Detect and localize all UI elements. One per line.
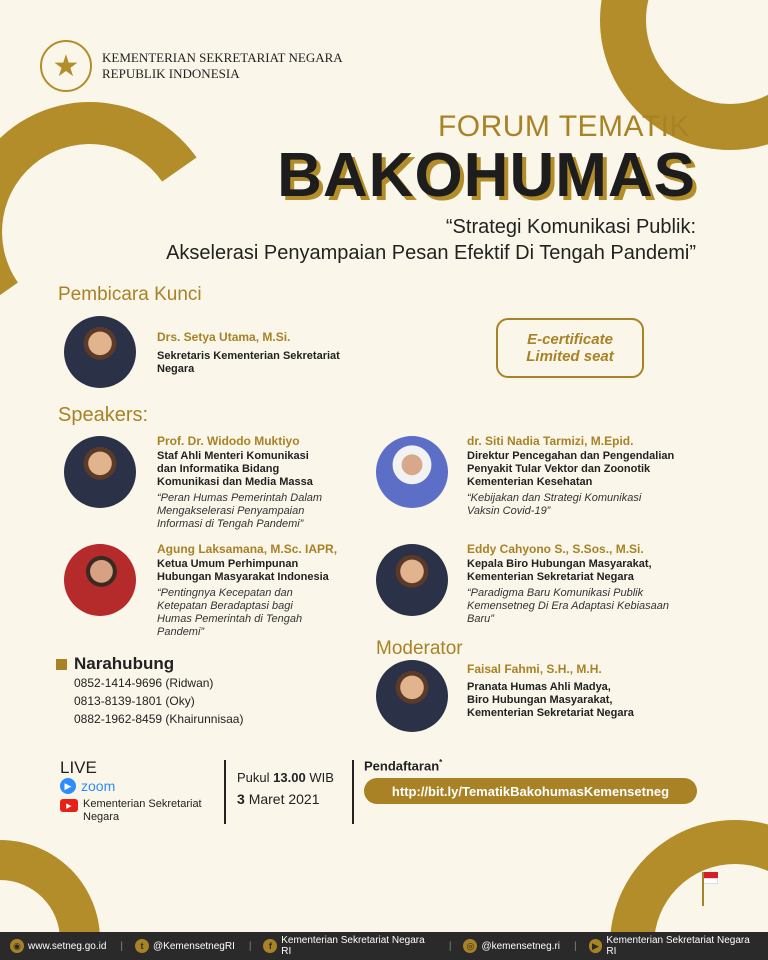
moderator-photo <box>376 660 448 732</box>
footer-facebook[interactable] <box>263 935 434 957</box>
speaker-topic-3 <box>157 587 367 639</box>
speaker-role-1 <box>157 450 367 489</box>
speaker-role-4 <box>467 558 707 584</box>
speaker-photo-4 <box>376 544 448 616</box>
speaker-topic-2 <box>467 492 707 518</box>
keynote-section-title: Pembicara Kunci <box>58 284 202 305</box>
speaker-topic-3-line-1: “Pentingnya Kecepatan dan <box>157 587 293 599</box>
youtube-footer-icon: ▶ <box>589 939 603 953</box>
registration-marker: * <box>439 758 443 767</box>
moderator-role <box>467 681 707 720</box>
speaker-topic-1 <box>157 492 367 531</box>
footer-twitter-text: @KemensetnegRI <box>153 940 235 952</box>
facebook-icon: f <box>263 939 277 953</box>
moderator-role-line-1: Pranata Humas Ahli Madya, <box>467 681 611 693</box>
registration-label-text: Pendaftaran <box>364 758 440 774</box>
contact-line-1: 0852-1414-9696 (Ridwan) <box>74 676 214 690</box>
speaker-info-2 <box>467 434 707 518</box>
forum-title: BAKOHUMAS <box>277 141 696 210</box>
twitter-icon: t <box>135 939 149 953</box>
keynote-speaker-role-1: Sekretaris Kementerian Sekretariat <box>157 350 340 362</box>
speaker-role-1-line-3: Komunikasi dan Media Massa <box>157 476 313 488</box>
speaker-role-4-line-1: Kepala Biro Hubungan Masyarakat, <box>467 558 652 570</box>
youtube-channel-line-1: Kementerian Sekretariat <box>83 798 202 810</box>
footer-separator-4: | <box>574 940 577 952</box>
speaker-name-2: dr. Siti Nadia Tarmizi, M.Epid. <box>467 434 634 448</box>
speaker-topic-4-line-3: Baru” <box>467 613 494 625</box>
speaker-topic-1-line-2: Mengakselerasi Penyampaian <box>157 505 305 517</box>
ministry-line-1: KEMENTERIAN SEKRETARIAT NEGARA <box>102 50 343 65</box>
instagram-icon: ◎ <box>463 939 477 953</box>
schedule-timezone: WIB <box>309 770 334 785</box>
speaker-name-1: Prof. Dr. Widodo Muktiyo <box>157 434 300 448</box>
live-label: LIVE <box>60 758 97 777</box>
divider-left <box>224 760 226 824</box>
footer-bar <box>0 932 768 960</box>
contact-bullet <box>56 659 67 670</box>
footer-separator-3: | <box>448 940 452 952</box>
footer-instagram-text: @kemensetneg.ri <box>481 940 560 952</box>
footer-facebook-text: Kementerian Sekretariat Negara RI <box>281 935 425 957</box>
registration-link[interactable]: http://bit.ly/TematikBakohumasKemensetneg <box>364 778 697 804</box>
registration-label <box>364 758 442 773</box>
speaker-role-4-line-2: Kementerian Sekretariat Negara <box>467 571 634 583</box>
speaker-name-4: Eddy Cahyono S., S.Sos., M.Si. <box>467 542 644 556</box>
certificate-line-2: Limited seat <box>526 348 614 365</box>
footer-separator-1: | <box>120 940 123 952</box>
flag-pole <box>702 872 704 906</box>
speaker-topic-1-line-1: “Peran Humas Pemerintah Dalam <box>157 492 323 504</box>
schedule-pukul: Pukul <box>237 770 270 785</box>
speaker-role-2-line-1: Direktur Pencegahan dan Pengendalian <box>467 450 675 462</box>
ministry-line-2: REPUBLIK INDONESIA <box>102 66 240 81</box>
zoom-platform <box>60 778 115 794</box>
event-theme <box>166 214 696 266</box>
youtube-channel <box>83 798 202 824</box>
speaker-role-3 <box>157 558 367 584</box>
speaker-info-3 <box>157 542 367 639</box>
contact-line-2: 0813-8139-1801 (Oky) <box>74 694 195 708</box>
youtube-icon: ▶ <box>60 799 78 812</box>
footer-separator-2: | <box>248 940 252 952</box>
footer-twitter[interactable] <box>135 939 235 953</box>
schedule-month-year: Maret 2021 <box>248 791 320 807</box>
zoom-label: zoom <box>81 778 116 794</box>
certificate-line-1: E-certificate <box>527 331 613 348</box>
schedule-time <box>237 770 334 785</box>
forum-subtitle: FORUM TEMATIK <box>437 110 690 143</box>
footer-youtube[interactable] <box>589 935 760 957</box>
moderator-name: Faisal Fahmi, S.H., M.H. <box>467 662 602 676</box>
speaker-photo-1 <box>64 436 136 508</box>
speaker-role-2-line-2: Penyakit Tular Vektor dan Zoonotik <box>467 463 651 475</box>
speaker-role-1-line-2: dan Informatika Bidang <box>157 463 280 475</box>
speaker-photo-2 <box>376 436 448 508</box>
speaker-role-1-line-1: Staf Ahli Menteri Komunikasi <box>157 450 309 462</box>
contact-line-3: 0882-1962-8459 (Khairunnisaa) <box>74 712 244 726</box>
keynote-speaker-photo <box>64 316 136 388</box>
speaker-topic-1-line-3: Informasi di Tengah Pandemi” <box>157 518 304 530</box>
youtube-platform <box>60 798 202 824</box>
schedule-date <box>237 791 334 807</box>
moderator-role-line-3: Kementerian Sekretariat Negara <box>467 707 634 719</box>
footer-website-text: www.setneg.go.id <box>28 940 107 952</box>
footer-youtube-text: Kementerian Sekretariat Negara RI <box>606 935 750 957</box>
youtube-channel-line-2: Negara <box>83 811 120 823</box>
moderator-role-line-2: Biro Hubungan Masyarakat, <box>467 694 613 706</box>
footer-website[interactable] <box>10 939 106 953</box>
speakers-section-title: Speakers: <box>58 404 149 426</box>
schedule-day: 3 <box>237 791 245 807</box>
keynote-speaker-info <box>157 330 340 376</box>
theme-line-2: Akselerasi Penyampaian Pesan Efektif Di Tengah Pandemi” <box>166 242 696 264</box>
flag-white-stripe <box>702 878 718 884</box>
speaker-role-3-line-2: Hubungan Masyarakat Indonesia <box>157 571 329 583</box>
divider-right <box>352 760 354 824</box>
speaker-topic-3-line-2: Ketepatan Beradaptasi bagi <box>157 600 293 612</box>
speaker-topic-4-line-1: “Paradigma Baru Komunikasi Publik <box>467 587 644 599</box>
speaker-topic-4 <box>467 587 707 626</box>
speaker-photo-3 <box>64 544 136 616</box>
certificate-badge <box>496 318 644 378</box>
keynote-speaker-name: Drs. Setya Utama, M.Si. <box>157 330 291 344</box>
speaker-topic-4-line-2: Kemensetneg Di Era Adaptasi Kebiasaan <box>467 600 669 612</box>
contact-list <box>74 674 243 728</box>
keynote-speaker-role-2: Negara <box>157 363 195 375</box>
schedule <box>237 770 334 807</box>
speaker-role-2-line-3: Kementerian Kesehatan <box>467 476 593 488</box>
contact-title: Narahubung <box>74 654 175 673</box>
globe-icon: ◉ <box>10 939 24 953</box>
speaker-role-3-line-1: Ketua Umum Perhimpunan <box>157 558 299 570</box>
speaker-info-4 <box>467 542 707 626</box>
speaker-topic-3-line-4: Pandemi” <box>157 626 205 638</box>
schedule-hour: 13.00 <box>273 770 306 785</box>
zoom-icon: ▶ <box>60 778 76 794</box>
ministry-name <box>102 50 343 82</box>
speaker-topic-3-line-3: Humas Pemerintah di Tengah <box>157 613 303 625</box>
footer-instagram[interactable] <box>463 939 560 953</box>
moderator-info <box>467 662 707 720</box>
speaker-info-1 <box>157 434 367 531</box>
flag-pole-icon <box>702 872 718 906</box>
speaker-role-2 <box>467 450 707 489</box>
theme-line-1: “Strategi Komunikasi Publik: <box>445 216 696 238</box>
state-emblem-icon: ★ <box>40 40 92 92</box>
speaker-name-3: Agung Laksamana, M.Sc. IAPR, <box>157 542 338 556</box>
moderator-section-title: Moderator <box>376 638 463 659</box>
speaker-topic-2-line-2: Vaksin Covid-19” <box>467 505 551 517</box>
speaker-topic-2-line-1: “Kebijakan dan Strategi Komunikasi <box>467 492 642 504</box>
